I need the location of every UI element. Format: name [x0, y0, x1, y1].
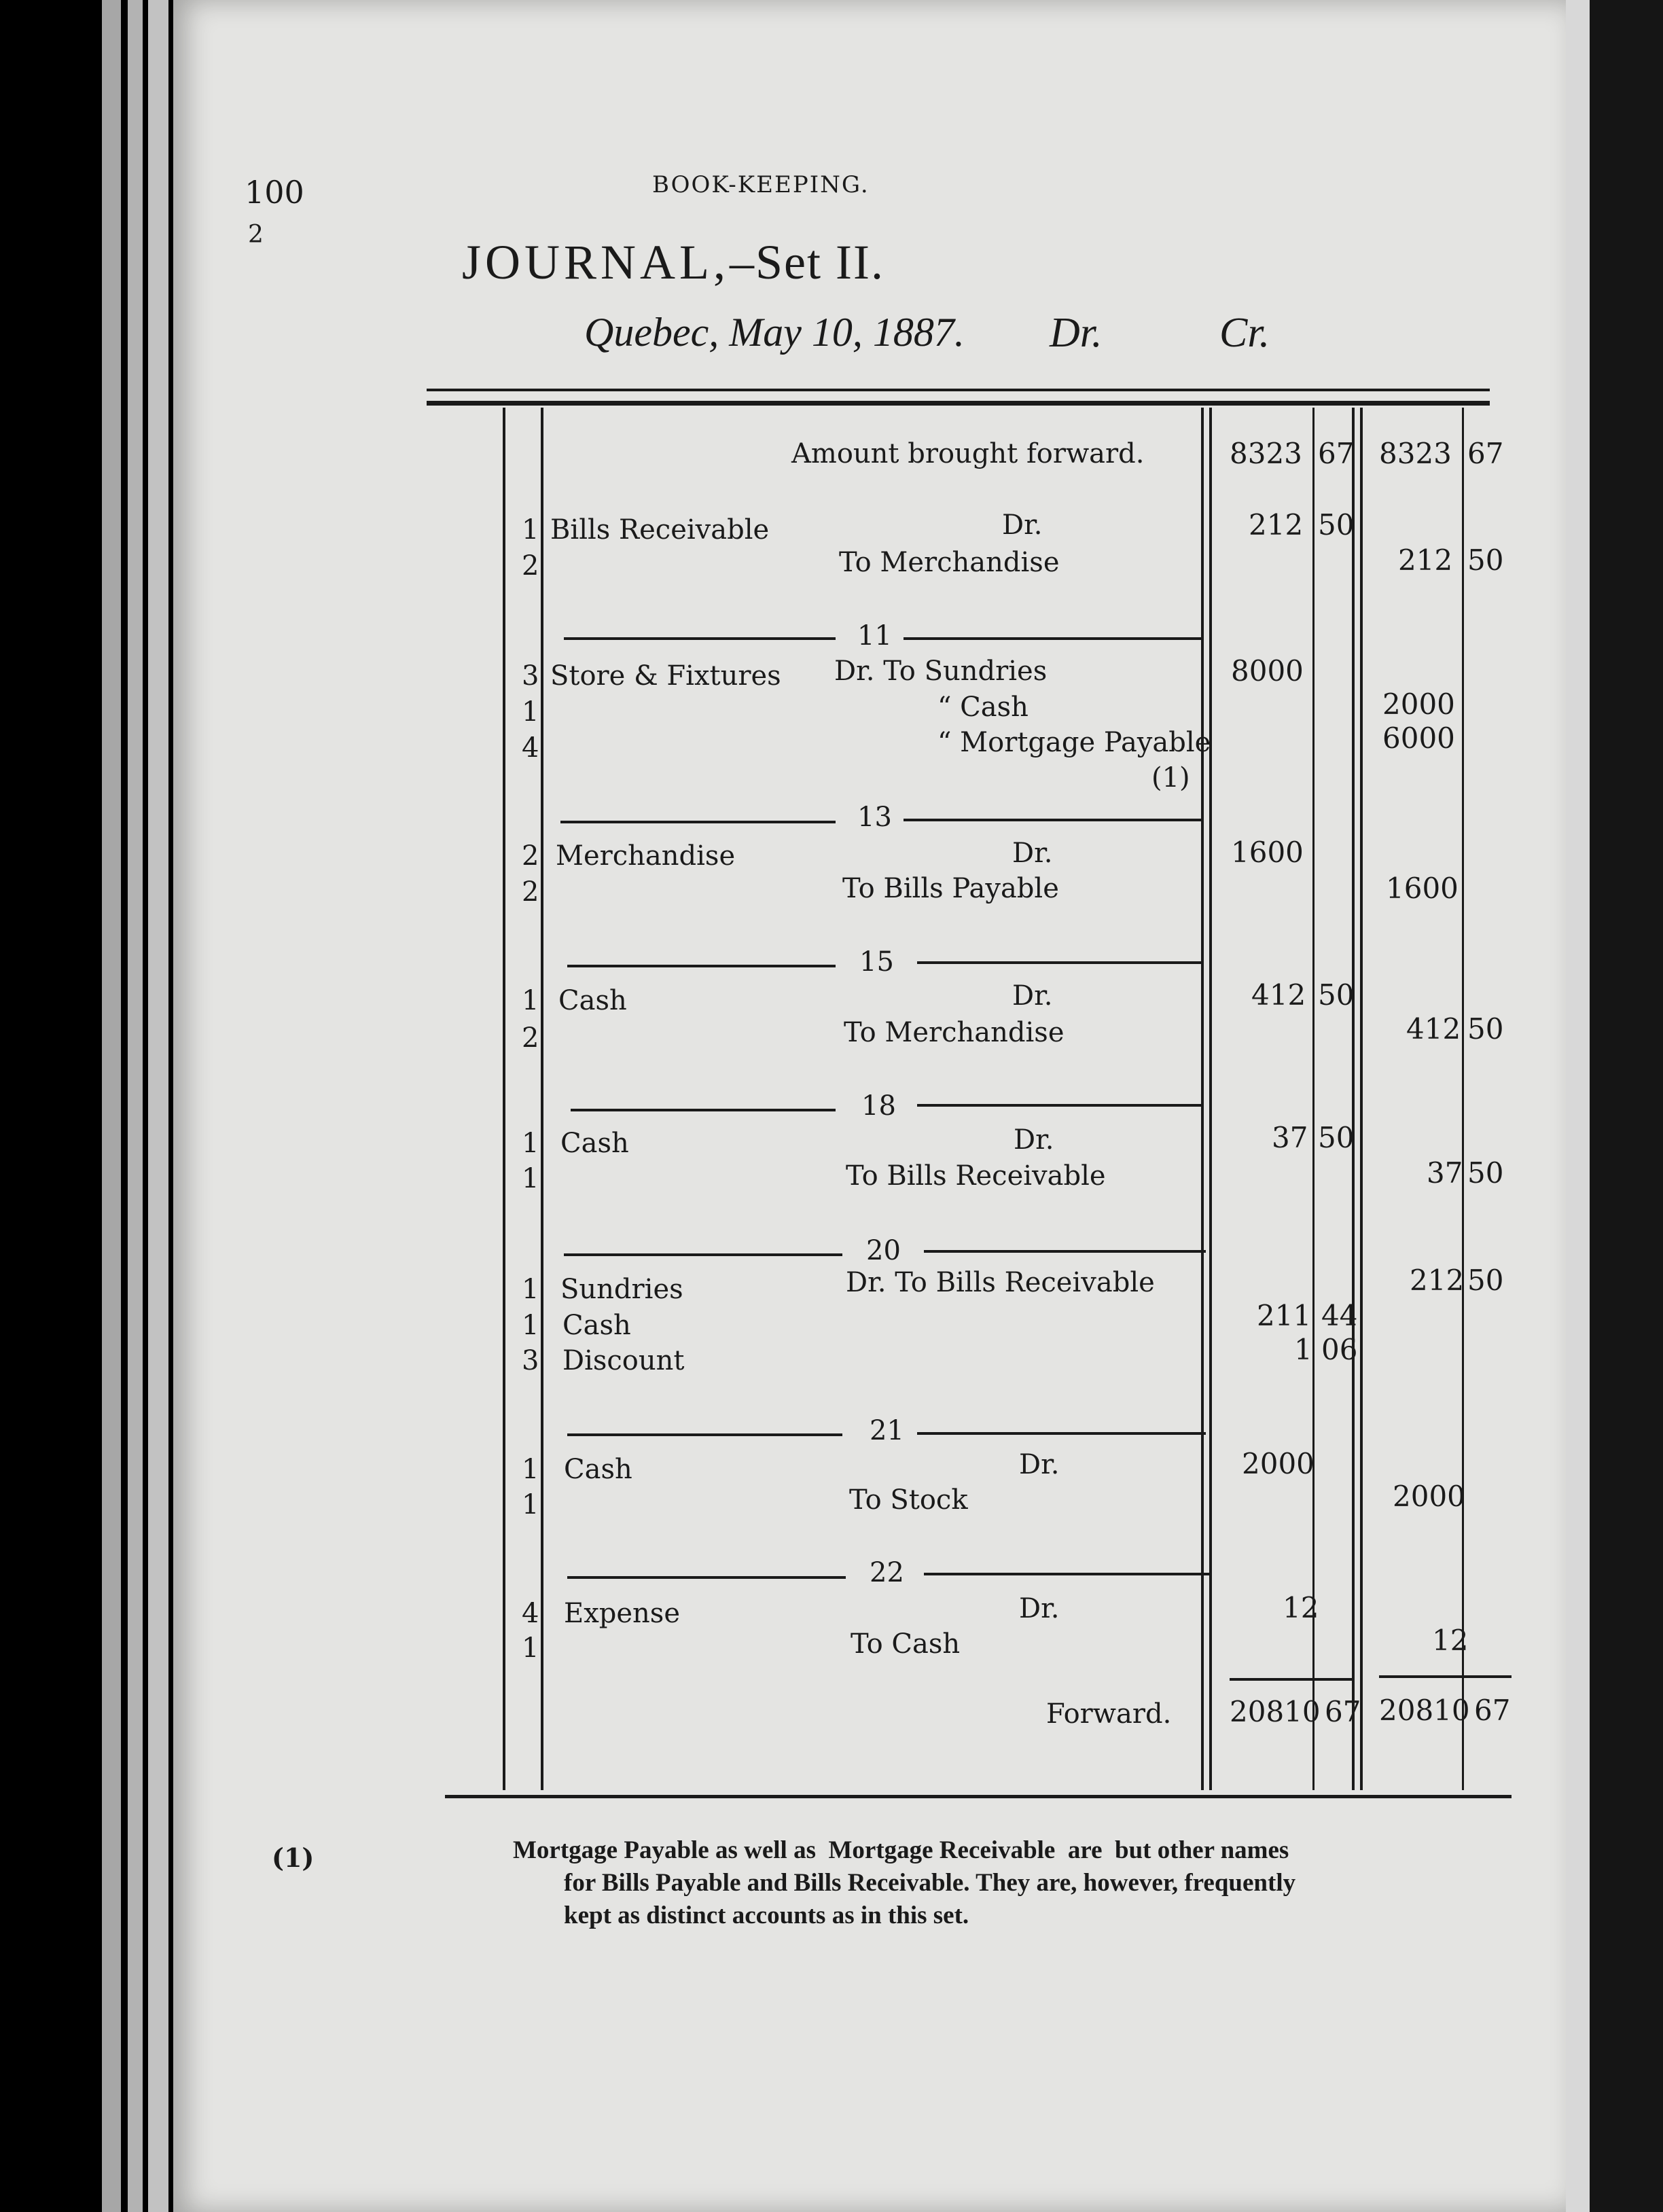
credit-dollars: 6000: [1382, 721, 1455, 755]
debit-dollars: 412: [1251, 978, 1306, 1012]
credit-cents: 67: [1474, 1694, 1511, 1727]
folio: 4: [522, 732, 539, 764]
debit-cents: 44: [1321, 1299, 1358, 1332]
day-separator: [917, 1104, 1202, 1107]
page-stack-edge: [148, 0, 168, 2212]
entry-middle: To Stock: [849, 1484, 968, 1516]
title-word: JOURNAL,: [462, 235, 730, 289]
entry-middle: Dr.: [1012, 838, 1053, 869]
credit-cents: 50: [1467, 1264, 1504, 1297]
day-number: 21: [870, 1415, 904, 1446]
entry-middle: To Bills Receivable: [846, 1160, 1106, 1192]
day-separator: [917, 961, 1202, 964]
debit-dollars: 8323: [1230, 437, 1302, 470]
account-name: Sundries: [560, 1274, 683, 1305]
footnote-line: kept as distinct accounts as in this set.: [564, 1902, 969, 1929]
credit-dollars: 412: [1406, 1012, 1461, 1046]
credit-dollars: 20810: [1379, 1694, 1470, 1727]
entry-middle: To Merchandise: [839, 547, 1060, 578]
footnote-line: Mortgage Payable as well as Mortgage Receivable are but other names: [513, 1836, 1289, 1864]
credit-left-rule: [1360, 408, 1363, 1790]
day-number: 22: [870, 1557, 904, 1588]
folio: 2: [522, 840, 539, 872]
page-signature: 2: [248, 221, 264, 249]
debit-dollars: 8000: [1231, 654, 1304, 688]
debit-dollars: 2000: [1242, 1447, 1315, 1480]
account-name: Discount: [562, 1345, 685, 1376]
top-rule: [427, 389, 1490, 391]
folio: 1: [522, 1489, 539, 1520]
folio-right-rule: [541, 408, 543, 1790]
day-number: 20: [866, 1235, 901, 1266]
title-set: –Set II.: [730, 235, 884, 289]
debit-cents-rule: [1312, 408, 1315, 1790]
day-separator: [564, 637, 836, 640]
account-name: Cash: [558, 985, 627, 1016]
credit-dollars: 1600: [1386, 872, 1459, 905]
entry-middle: Dr.: [1019, 1449, 1060, 1480]
debit-left-rule: [1209, 408, 1212, 1790]
running-head: BOOK-KEEPING.: [652, 171, 870, 198]
debit-heading: Dr.: [1050, 310, 1103, 356]
day-separator: [567, 1433, 842, 1436]
day-separator: [571, 1109, 836, 1111]
folio-left-rule: [503, 408, 505, 1790]
debit-dollars: 20810: [1230, 1695, 1321, 1728]
debit-cents: 50: [1318, 508, 1355, 541]
debit-cents: 06: [1321, 1333, 1358, 1366]
folio: 1: [522, 985, 539, 1016]
facing-page-edge: [1566, 0, 1590, 2212]
footnote-mark: (1): [272, 1842, 315, 1873]
account-name: Merchandise: [556, 840, 736, 872]
debit-dollars: 211: [1257, 1299, 1312, 1332]
debit-dollars: 1: [1294, 1333, 1312, 1366]
folio: 1: [522, 1633, 539, 1664]
credit-cents-rule: [1462, 408, 1464, 1790]
page-stack-edge: [128, 0, 143, 2212]
account-name: Cash: [564, 1454, 632, 1485]
debit-cents: 67: [1318, 437, 1355, 470]
credit-heading: Cr.: [1219, 310, 1270, 356]
day-number: 13: [857, 802, 892, 833]
credit-dollars: 2000: [1393, 1480, 1465, 1513]
entry-middle: “ Cash: [937, 692, 1029, 723]
entry-middle: To Bills Payable: [842, 873, 1059, 904]
day-separator: [564, 1253, 842, 1256]
account-name: Cash: [560, 1128, 629, 1159]
credit-cents: 67: [1467, 437, 1504, 470]
debit-dollars: 212: [1249, 508, 1304, 541]
folio: 1: [522, 1163, 539, 1194]
day-separator: [904, 637, 1202, 640]
folio: 2: [522, 876, 539, 908]
brought-forward-label: Amount brought forward.: [791, 438, 1145, 469]
folio: 1: [522, 1310, 539, 1341]
debit-dollars: 12: [1283, 1591, 1319, 1624]
credit-dollars: 2000: [1382, 688, 1455, 721]
folio: 3: [522, 660, 539, 692]
folio: 1: [522, 1454, 539, 1485]
debit-dollars: 37: [1272, 1121, 1308, 1154]
day-separator: [904, 819, 1202, 821]
footnote-reference: (1): [1151, 762, 1190, 793]
entry-middle: Dr.: [1002, 510, 1043, 541]
account-name: Expense: [564, 1598, 680, 1629]
folio: 2: [522, 1022, 539, 1054]
page-stack-edge: [102, 0, 121, 2212]
folio: 2: [522, 550, 539, 582]
debit-cents: 50: [1318, 978, 1355, 1012]
debit-left-rule: [1201, 408, 1204, 1790]
entry-middle: To Cash: [851, 1628, 961, 1660]
day-separator: [567, 1576, 846, 1579]
total-rule: [1379, 1675, 1512, 1678]
day-number: 15: [859, 946, 894, 978]
journal-title: [462, 234, 884, 291]
folio: 1: [522, 1128, 539, 1159]
folio: 1: [522, 514, 539, 546]
entry-middle: To Merchandise: [844, 1017, 1065, 1048]
page-number: 100: [245, 174, 304, 211]
entry-middle: Dr. To Bills Receivable: [846, 1267, 1155, 1298]
top-rule: [427, 401, 1490, 406]
debit-cents: 67: [1325, 1695, 1361, 1728]
debit-dollars: 1600: [1231, 836, 1304, 869]
day-separator: [917, 1432, 1206, 1435]
day-separator: [567, 965, 836, 967]
folio: 1: [522, 696, 539, 728]
account-name: Cash: [562, 1310, 631, 1341]
entry-middle: Dr. To Sundries: [834, 656, 1048, 687]
footnote-text: [340, 1834, 1295, 1932]
account-name: Bills Receivable: [550, 514, 770, 546]
entry-middle: Dr.: [1012, 980, 1053, 1012]
day-number: 18: [861, 1090, 896, 1122]
credit-cents: 50: [1467, 543, 1504, 577]
credit-dollars: 12: [1432, 1624, 1469, 1657]
credit-dollars: 37: [1427, 1156, 1463, 1190]
credit-dollars: 212: [1410, 1264, 1465, 1297]
folio: 3: [522, 1345, 539, 1376]
entry-middle: “ Mortgage Payable: [937, 727, 1211, 758]
debit-cents: 50: [1318, 1121, 1355, 1154]
folio: 1: [522, 1274, 539, 1305]
day-separator: [924, 1250, 1206, 1253]
day-separator: [560, 821, 836, 823]
forward-label: Forward.: [1046, 1698, 1172, 1730]
day-number: 11: [857, 620, 892, 652]
debit-right-rule: [1352, 408, 1355, 1790]
account-name: Store & Fixtures: [550, 660, 781, 692]
scan-border: [1590, 0, 1663, 2212]
total-rule: [1230, 1678, 1352, 1681]
entry-middle: Dr.: [1019, 1593, 1060, 1624]
entry-middle: Dr.: [1014, 1124, 1054, 1156]
folio: 4: [522, 1598, 539, 1629]
dateline: Quebec, May 10, 1887.: [584, 310, 965, 355]
credit-dollars: 212: [1398, 543, 1453, 577]
footnote-line: for Bills Payable and Bills Receivable. They are, however, frequently: [564, 1869, 1296, 1897]
credit-dollars: 8323: [1379, 437, 1452, 470]
credit-cents: 50: [1467, 1156, 1504, 1190]
bottom-rule: [445, 1795, 1512, 1798]
credit-cents: 50: [1467, 1012, 1504, 1046]
day-separator: [924, 1573, 1209, 1575]
